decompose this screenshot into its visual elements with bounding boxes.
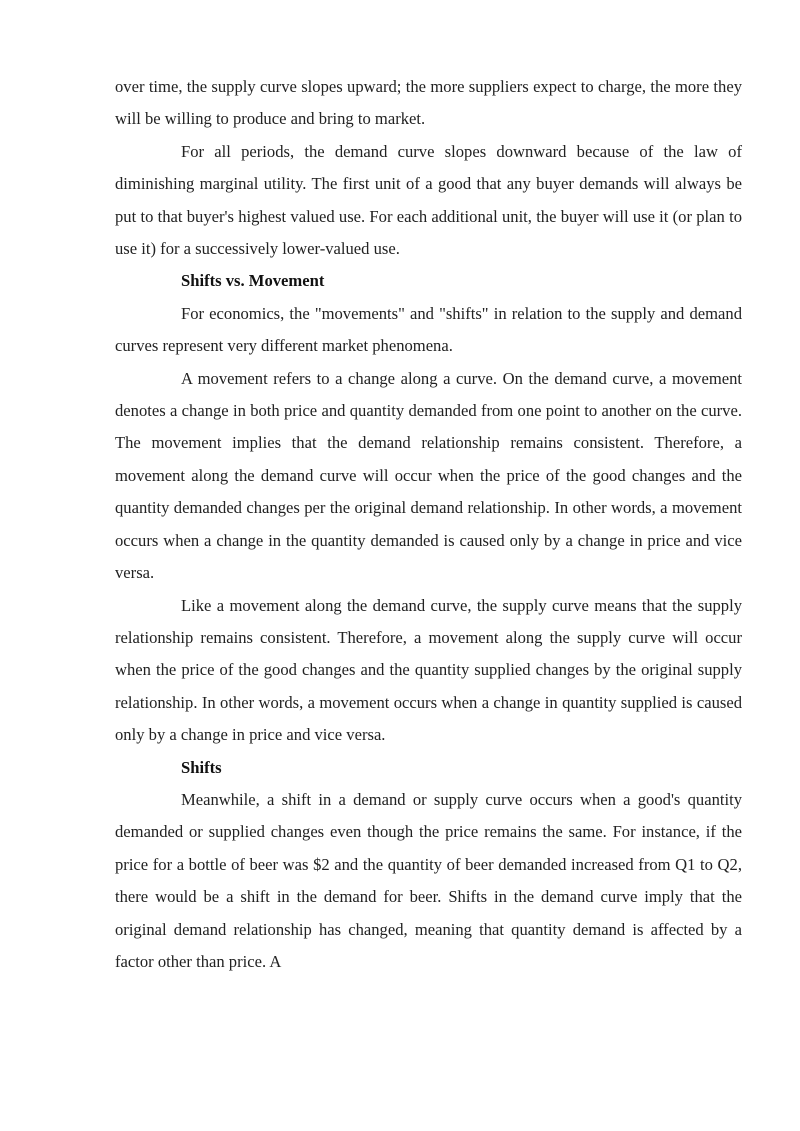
paragraph-movements-shifts-intro: For economics, the "movements" and "shifts" in relation to the supply and demand curves represent very different market phenomena. [115, 303, 742, 356]
section-heading-shifts-vs-movement: Shifts vs. Movement [181, 271, 325, 291]
document-body [115, 71, 742, 978]
paragraph-movement-supply: Like a movement along the demand curve, the supply curve means that the supply relationship remains consistent. Therefore, a movement along the supply curve will occur when the price of the good changes and the quantity supplied changes by the original supply relationship. In other words, a movement occurs when a change in quantity supplied is caused only by a change in price and vice versa. [115, 595, 742, 745]
paragraph-shift-definition: Meanwhile, a shift in a demand or supply curve occurs when a good's quantity demanded or supplied changes even though the price remains the same. For instance, if the price for a bottle of beer was $2 and the quantity of beer demanded increased from Q1 to Q2, there would be a shift in the demand for beer. Shifts in the demand curve imply that the original demand relationship has changed, meaning that quantity demand is affected by a factor other than price. A [115, 789, 742, 971]
paragraph-demand-curve-slope: For all periods, the demand curve slopes downward because of the law of diminishing marginal utility. The first unit of a good that any buyer demands will always be put to that buyer's highest valued use. For each additional unit, the buyer will use it (or plan to use it) for a successively lower-valued use. [115, 141, 742, 259]
paragraph-continuation: over time, the supply curve slopes upward; the more suppliers expect to charge, the more they will be willing to produce and bring to market. [115, 77, 742, 129]
section-heading-shifts: Shifts [181, 757, 222, 777]
paragraph-movement-demand: A movement refers to a change along a curve. On the demand curve, a movement denotes a change in both price and quantity demanded from one point to another on the curve. The movement implies that the demand relationship remains consistent. Therefore, a movement along the demand curve will occur when the price of the good changes and the quantity demanded changes per the original demand relationship. In other words, a movement occurs when a change in the quantity demanded is caused only by a change in price and vice versa. [115, 368, 742, 583]
